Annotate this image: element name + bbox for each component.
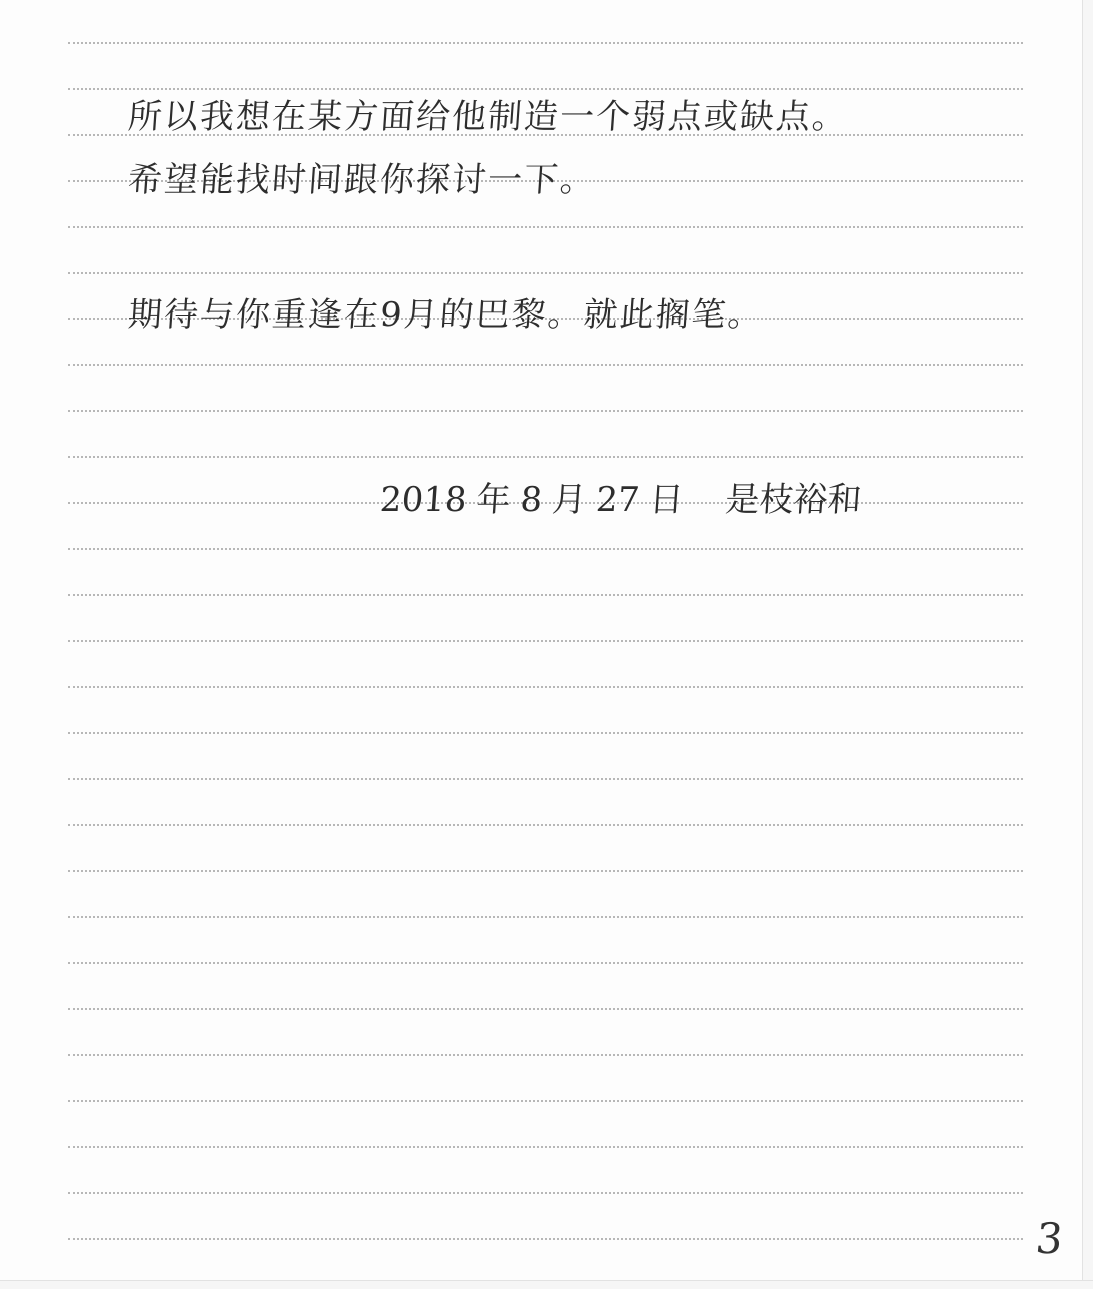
ruled-line bbox=[68, 1100, 1023, 1102]
ruled-line bbox=[68, 916, 1023, 918]
ruled-line bbox=[68, 686, 1023, 688]
ruled-line bbox=[68, 548, 1023, 550]
ruled-line bbox=[68, 1238, 1023, 1240]
date-year-char: 年 bbox=[475, 480, 512, 520]
ruled-line bbox=[68, 42, 1023, 44]
ruled-line bbox=[68, 1192, 1023, 1194]
date-day-char: 日 bbox=[648, 480, 685, 520]
letter-line: 所以我想在某方面给他制造一个弱点或缺点。 bbox=[126, 97, 850, 137]
ruled-line bbox=[68, 870, 1023, 872]
date-and-signature bbox=[378, 480, 863, 520]
ruled-line bbox=[68, 778, 1023, 780]
ruled-line bbox=[68, 1146, 1023, 1148]
date-year: 2018 bbox=[378, 480, 468, 520]
ruled-line bbox=[68, 962, 1023, 964]
ruled-line bbox=[68, 226, 1023, 228]
ruled-line bbox=[68, 364, 1023, 366]
ruled-line bbox=[68, 594, 1023, 596]
ruled-line bbox=[68, 824, 1023, 826]
letter-line: 希望能找时间跟你探讨一下。 bbox=[126, 160, 598, 200]
ruled-line bbox=[68, 1054, 1023, 1056]
ruled-line bbox=[68, 456, 1023, 458]
ruled-line bbox=[68, 1008, 1023, 1010]
ruled-line bbox=[68, 640, 1023, 642]
signature: 是枝裕和 bbox=[724, 480, 863, 520]
paper-edge-right bbox=[1082, 0, 1093, 1289]
ruled-line bbox=[68, 410, 1023, 412]
date-day: 27 bbox=[594, 480, 641, 520]
paper-edge-bottom bbox=[0, 1280, 1093, 1289]
letter-line: 期待与你重逢在9月的巴黎。就此搁笔。 bbox=[126, 295, 766, 335]
ruled-line bbox=[68, 88, 1023, 90]
date-month: 8 bbox=[519, 480, 544, 520]
ruled-line bbox=[68, 272, 1023, 274]
page-number: 3 bbox=[1033, 1214, 1066, 1263]
date-month-char: 月 bbox=[550, 480, 588, 520]
ruled-line bbox=[68, 732, 1023, 734]
